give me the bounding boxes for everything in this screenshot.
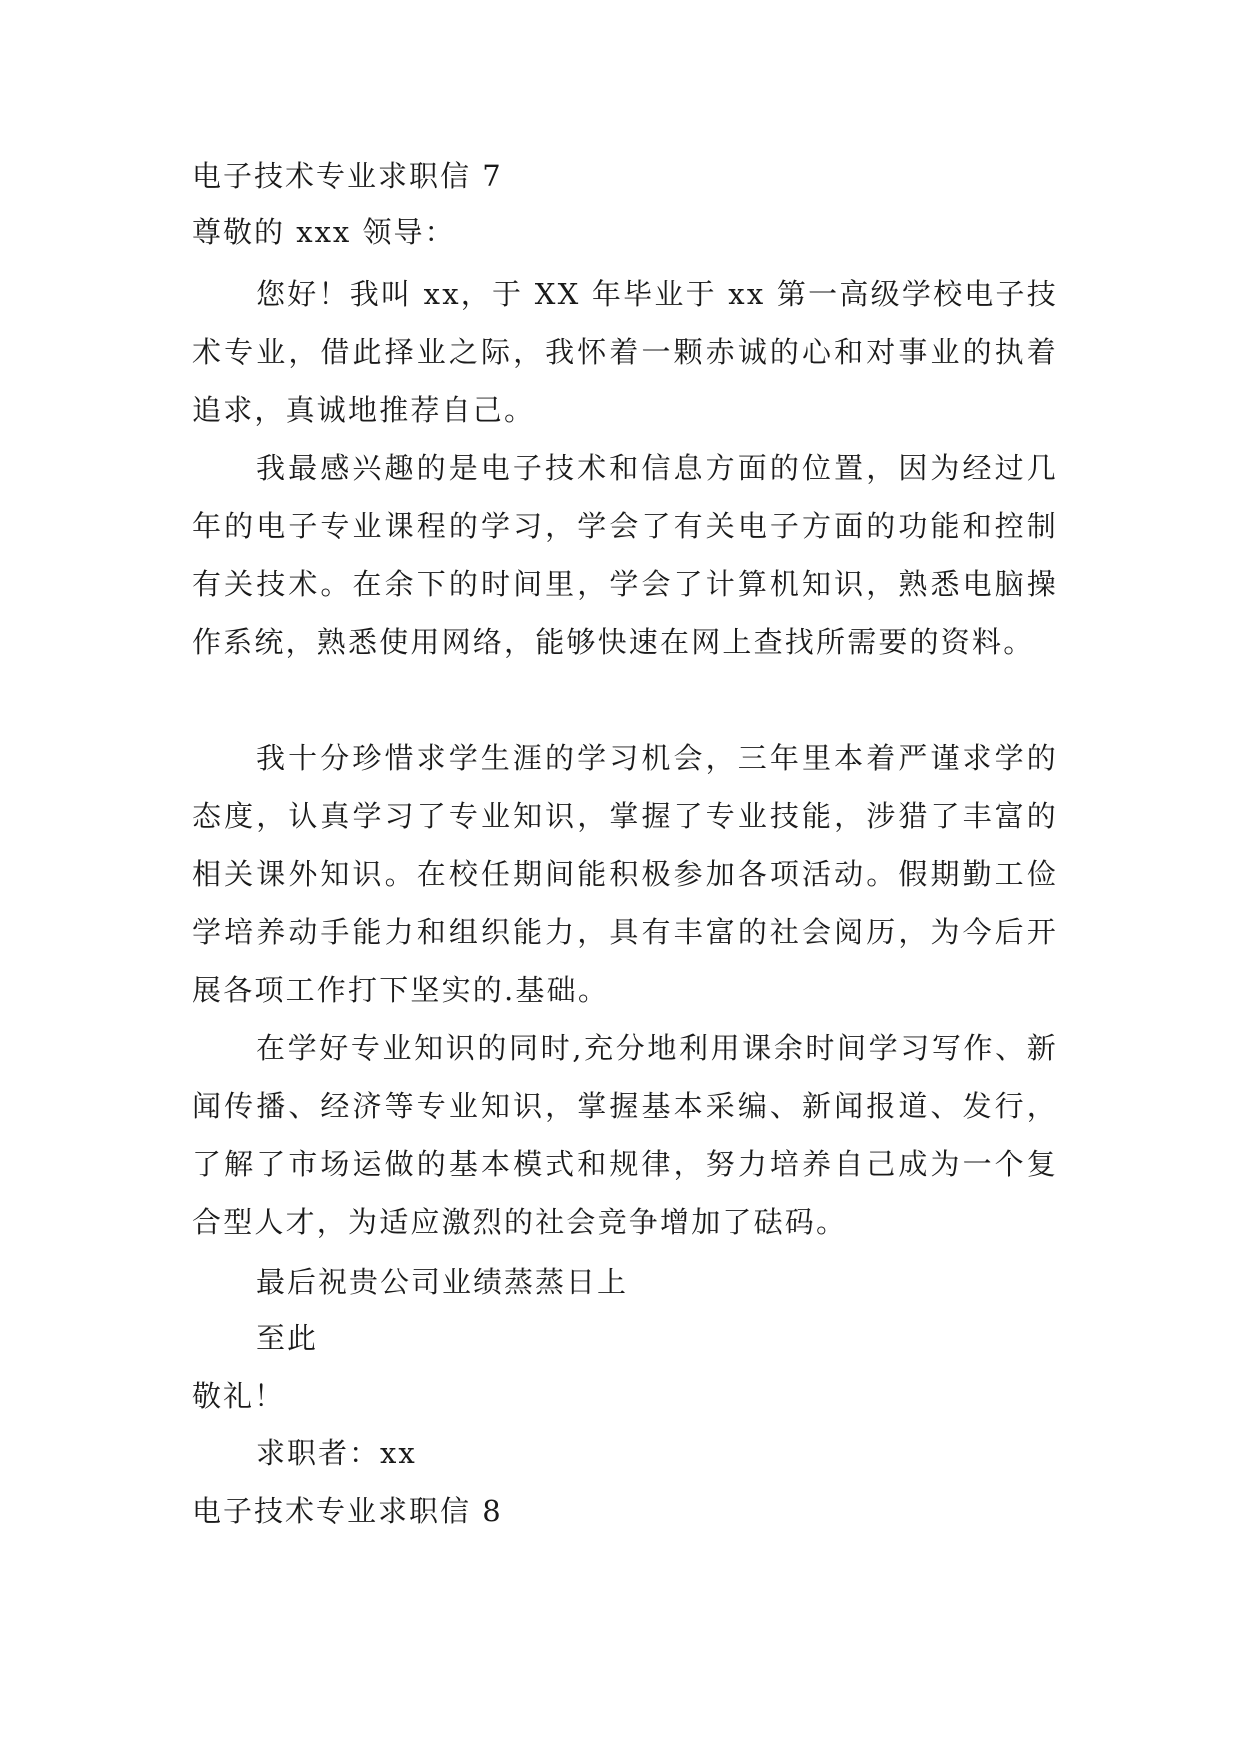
paragraph-1: 您好！我叫 xx，于 XX 年毕业于 xx 第一高级学校电子技术专业，借此择业之际，我怀着一颗赤诚的心和对事业的执着追求，真诚地推荐自己。: [192, 277, 1058, 427]
paragraph-3: 我十分珍惜求学生涯的学习机会，三年里本着严谨求学的态度，认真学习了专业知识，掌握了专业技能，涉猎了丰富的相关课外知识。在校任期间能积极参加各项活动。假期勤工俭学培养动手能力和组织能力，具有丰富的社会阅历，为今后开展各项工作打下坚实的.基础。: [192, 741, 1058, 1007]
paragraph-4: 在学好专业知识的同时,充分地利用课余时间学习写作、新闻传播、经济等专业知识，掌握基本采编、新闻报道、发行，了解了市场运做的基本模式和规律，努力培养自己成为一个复合型人才，为适应激烈的社会竞争增加了砝码。: [192, 1031, 1058, 1239]
paragraph-2: 我最感兴趣的是电子技术和信息方面的位置，因为经过几年的电子专业课程的学习，学会了有关电子方面的功能和控制有关技术。在余下的时间里，学会了计算机知识，熟悉电脑操作系统，熟悉使用网络，能够快速在网上查找所需要的资料。: [192, 451, 1058, 659]
closing-wish: 最后祝贵公司业绩蒸蒸日上: [256, 1265, 629, 1299]
closing-line-1: 至此: [256, 1321, 319, 1355]
salutation: 尊敬的 xxx 领导：: [192, 215, 456, 249]
next-letter-title: 电子技术专业求职信 8: [192, 1494, 503, 1528]
letter-title: 电子技术专业求职信 7: [192, 159, 503, 193]
closing-line-2: 敬礼！: [192, 1379, 286, 1413]
signature: 求职者：xx: [256, 1436, 417, 1470]
